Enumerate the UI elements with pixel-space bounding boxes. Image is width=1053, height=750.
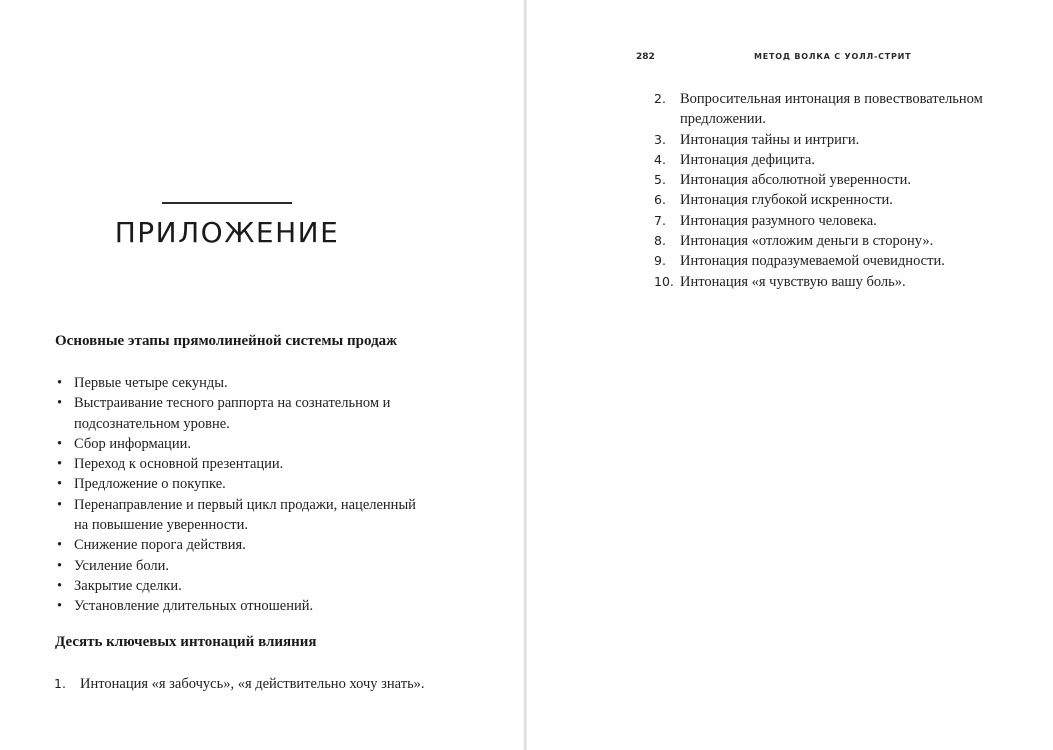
- list-item: [55, 535, 430, 555]
- bullet-mark: •: [57, 577, 63, 594]
- list-item-text: Выстраивание тесного раппорта на сознательном и подсознательном уровне.: [74, 395, 391, 432]
- title-rule: [162, 202, 292, 204]
- running-head-title: МЕТОД ВОЛКА С УОЛЛ-СТРИТ: [754, 52, 912, 61]
- bullet-mark: •: [57, 456, 63, 473]
- list-number: 2.: [654, 91, 666, 106]
- list-number: 4.: [654, 151, 666, 167]
- list-item: [654, 211, 1029, 231]
- list-number: 8.: [654, 233, 666, 249]
- list-item: [654, 150, 1029, 170]
- section-heading-sales-stages: Основные этапы прямолинейной системы продаж: [55, 333, 398, 349]
- list-item: [654, 190, 1029, 210]
- sales-stages-list: [55, 373, 430, 617]
- list-item-text: Интонация «я забочусь», «я действительно хочу знать».: [80, 676, 425, 692]
- page-number: 282: [636, 52, 655, 62]
- list-item-text: Снижение порога действия.: [74, 537, 246, 554]
- bullet-mark: •: [57, 435, 63, 452]
- list-item-text: Сбор информации.: [74, 435, 191, 452]
- bullet-mark: •: [57, 598, 63, 615]
- list-item-text: Интонация «отложим деньги в сторону».: [680, 233, 934, 250]
- list-number: 10.: [654, 273, 674, 289]
- list-item-text: Первые четыре секунды.: [74, 375, 228, 391]
- list-item-text: Переход к основной презентации.: [74, 456, 284, 473]
- list-item: [54, 674, 426, 694]
- list-item: [654, 170, 1029, 190]
- list-item-text: Интонация дефицита.: [680, 151, 815, 168]
- list-item-text: Закрытие сделки.: [74, 577, 182, 594]
- list-item-text: Усиление боли.: [74, 557, 170, 574]
- intonations-list-right: [654, 89, 1029, 292]
- left-page: [0, 0, 525, 750]
- chapter-title: ПРИЛОЖЕНИЕ: [114, 216, 340, 249]
- list-item-text: Интонация глубокой искренности.: [680, 192, 893, 209]
- bullet-mark: •: [57, 395, 63, 412]
- list-number: 1.: [54, 676, 66, 691]
- bullet-mark: •: [57, 537, 63, 554]
- section-heading-intonations: Десять ключевых интонаций влияния: [55, 634, 317, 650]
- list-item: [55, 576, 430, 596]
- list-item-text: Интонация «я чувствую вашу боль».: [680, 273, 906, 290]
- list-item: [55, 596, 430, 616]
- list-item: [654, 251, 1029, 271]
- bullet-mark: •: [57, 557, 63, 574]
- list-item-text: Интонация тайны и интриги.: [680, 131, 860, 148]
- list-item: [55, 556, 430, 576]
- list-item-text: Предложение о покупке.: [74, 476, 226, 493]
- list-item-text: Установление длительных отношений.: [74, 598, 314, 615]
- list-item: [55, 495, 430, 536]
- bullet-mark: •: [57, 375, 63, 391]
- list-item-text: Перенаправление и первый цикл продажи, нацеленный на повышение уверенности.: [74, 496, 416, 534]
- list-item-text: Интонация абсолютной уверенности.: [680, 172, 911, 189]
- intonations-list-left: [54, 674, 426, 694]
- bullet-mark: •: [57, 496, 63, 513]
- list-item: [654, 272, 1029, 292]
- list-item: [55, 454, 430, 474]
- list-item: [55, 434, 430, 454]
- list-item-text: Интонация разумного человека.: [680, 212, 877, 229]
- list-item: [55, 373, 430, 393]
- list-item: [55, 393, 430, 434]
- list-number: 5.: [654, 172, 666, 188]
- list-item-text: Интонация подразумеваемой очевидности.: [680, 253, 945, 270]
- list-item: [55, 474, 430, 494]
- list-number: 7.: [654, 212, 666, 228]
- list-number: 6.: [654, 192, 666, 208]
- running-head: [527, 50, 1053, 66]
- list-item-text: Вопросительная интонация в повествовательном предложении.: [680, 91, 983, 128]
- list-item: [654, 231, 1029, 251]
- list-number: 3.: [654, 131, 666, 147]
- list-item: [654, 89, 1029, 130]
- bullet-mark: •: [57, 476, 63, 493]
- list-item: [654, 130, 1029, 150]
- list-number: 9.: [654, 253, 666, 269]
